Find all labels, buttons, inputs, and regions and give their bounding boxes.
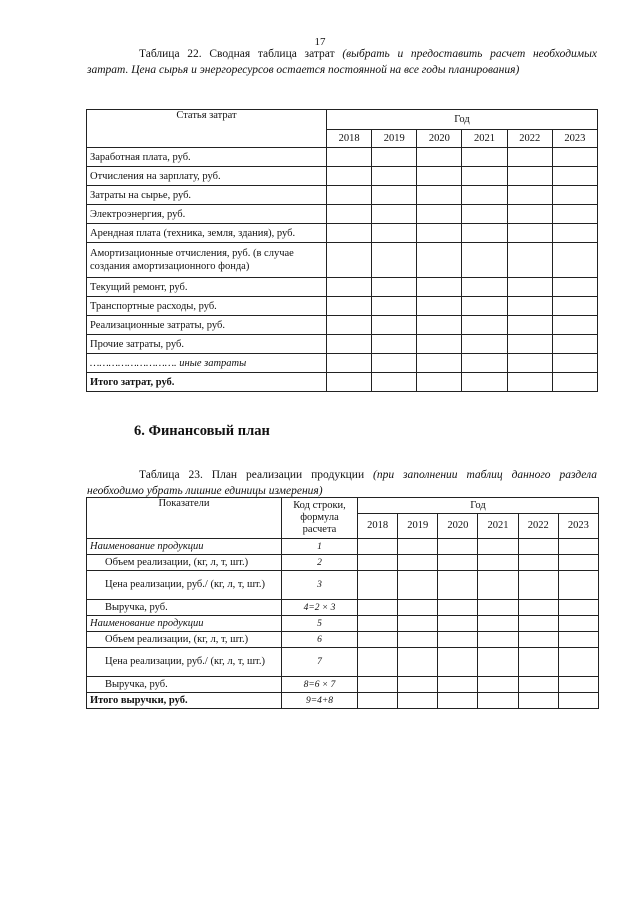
value-cell[interactable] bbox=[372, 148, 417, 167]
value-cell[interactable] bbox=[507, 297, 552, 316]
value-cell[interactable] bbox=[327, 167, 372, 186]
value-cell[interactable] bbox=[398, 632, 438, 648]
value-cell[interactable] bbox=[518, 648, 558, 677]
value-cell[interactable] bbox=[507, 224, 552, 243]
value-cell[interactable] bbox=[507, 316, 552, 335]
year-header: 2022 bbox=[518, 514, 558, 539]
table-row bbox=[87, 278, 598, 297]
table-row bbox=[87, 335, 598, 354]
value-cell[interactable] bbox=[552, 224, 597, 243]
table-row bbox=[87, 648, 599, 677]
value-cell[interactable] bbox=[358, 632, 398, 648]
value-cell[interactable] bbox=[398, 600, 438, 616]
other-costs-placeholder: ………………………. иные затраты bbox=[87, 354, 327, 373]
value-cell[interactable] bbox=[518, 632, 558, 648]
value-cell[interactable] bbox=[552, 186, 597, 205]
row-code: 4=2 × 3 bbox=[282, 600, 358, 616]
value-cell[interactable] bbox=[552, 297, 597, 316]
value-cell[interactable] bbox=[507, 148, 552, 167]
value-cell[interactable] bbox=[327, 205, 372, 224]
value-cell[interactable] bbox=[507, 167, 552, 186]
year-header: 2021 bbox=[478, 514, 518, 539]
table-23-caption-plain: Таблица 23. План реализации продукции bbox=[139, 469, 374, 481]
value-cell[interactable] bbox=[372, 186, 417, 205]
value-cell[interactable] bbox=[438, 648, 478, 677]
indicator-label: Объем реализации, (кг, л, т, шт.) bbox=[87, 555, 282, 571]
value-cell[interactable] bbox=[462, 373, 507, 392]
value-cell[interactable] bbox=[552, 278, 597, 297]
row-code: 8=6 × 7 bbox=[282, 677, 358, 693]
value-cell[interactable] bbox=[507, 243, 552, 278]
cost-item-label: Арендная плата (техника, земля, здания), руб. bbox=[87, 224, 327, 243]
value-cell[interactable] bbox=[327, 354, 372, 373]
table-23-caption bbox=[87, 467, 597, 499]
year-header: 2021 bbox=[462, 130, 507, 148]
value-cell[interactable] bbox=[372, 243, 417, 278]
table-row-total bbox=[87, 373, 598, 392]
total-costs-label: Итого затрат, руб. bbox=[87, 373, 327, 392]
value-cell[interactable] bbox=[438, 600, 478, 616]
row-code: 3 bbox=[282, 571, 358, 600]
value-cell[interactable] bbox=[478, 555, 518, 571]
value-cell[interactable] bbox=[462, 186, 507, 205]
value-cell[interactable] bbox=[358, 571, 398, 600]
value-cell[interactable] bbox=[417, 148, 462, 167]
value-cell[interactable] bbox=[438, 693, 478, 709]
indicator-label: Цена реализации, руб./ (кг, л, т, шт.) bbox=[87, 571, 282, 600]
value-cell[interactable] bbox=[417, 224, 462, 243]
value-cell[interactable] bbox=[518, 555, 558, 571]
value-cell[interactable] bbox=[372, 354, 417, 373]
value-cell[interactable] bbox=[358, 616, 398, 632]
col-header-indicator: Показатели bbox=[87, 498, 282, 539]
value-cell[interactable] bbox=[552, 167, 597, 186]
value-cell[interactable] bbox=[552, 205, 597, 224]
table-row bbox=[87, 677, 599, 693]
value-cell[interactable] bbox=[507, 278, 552, 297]
value-cell[interactable] bbox=[358, 693, 398, 709]
value-cell[interactable] bbox=[417, 205, 462, 224]
value-cell[interactable] bbox=[438, 632, 478, 648]
value-cell[interactable] bbox=[518, 539, 558, 555]
value-cell[interactable] bbox=[327, 278, 372, 297]
value-cell[interactable] bbox=[372, 205, 417, 224]
value-cell[interactable] bbox=[358, 600, 398, 616]
value-cell[interactable] bbox=[417, 278, 462, 297]
value-cell[interactable] bbox=[417, 316, 462, 335]
table-row bbox=[87, 571, 599, 600]
value-cell[interactable] bbox=[327, 335, 372, 354]
value-cell[interactable] bbox=[518, 571, 558, 600]
value-cell[interactable] bbox=[398, 555, 438, 571]
value-cell[interactable] bbox=[462, 278, 507, 297]
year-header: 2019 bbox=[398, 514, 438, 539]
year-header: 2019 bbox=[372, 130, 417, 148]
value-cell[interactable] bbox=[372, 373, 417, 392]
value-cell[interactable] bbox=[558, 571, 598, 600]
value-cell[interactable] bbox=[507, 373, 552, 392]
value-cell[interactable] bbox=[372, 167, 417, 186]
value-cell[interactable] bbox=[478, 693, 518, 709]
value-cell[interactable] bbox=[417, 186, 462, 205]
value-cell[interactable] bbox=[507, 335, 552, 354]
row-code: 6 bbox=[282, 632, 358, 648]
year-header: 2022 bbox=[507, 130, 552, 148]
cost-item-label: Транспортные расходы, руб. bbox=[87, 297, 327, 316]
year-header: 2023 bbox=[558, 514, 598, 539]
value-cell[interactable] bbox=[327, 224, 372, 243]
table-row bbox=[87, 354, 598, 373]
indicator-label: Объем реализации, (кг, л, т, шт.) bbox=[87, 632, 282, 648]
value-cell[interactable] bbox=[417, 297, 462, 316]
table-row bbox=[87, 555, 599, 571]
cost-item-label: Заработная плата, руб. bbox=[87, 148, 327, 167]
value-cell[interactable] bbox=[507, 205, 552, 224]
value-cell[interactable] bbox=[327, 148, 372, 167]
value-cell[interactable] bbox=[398, 539, 438, 555]
indicator-label: Выручка, руб. bbox=[87, 600, 282, 616]
row-code: 7 bbox=[282, 648, 358, 677]
value-cell[interactable] bbox=[558, 632, 598, 648]
value-cell[interactable] bbox=[507, 354, 552, 373]
value-cell[interactable] bbox=[478, 632, 518, 648]
total-revenue-label: Итого выручки, руб. bbox=[87, 693, 282, 709]
value-cell[interactable] bbox=[398, 677, 438, 693]
value-cell[interactable] bbox=[558, 600, 598, 616]
value-cell[interactable] bbox=[558, 555, 598, 571]
indicator-label: Цена реализации, руб./ (кг, л, т, шт.) bbox=[87, 648, 282, 677]
value-cell[interactable] bbox=[558, 677, 598, 693]
value-cell[interactable] bbox=[358, 648, 398, 677]
table-row bbox=[87, 632, 599, 648]
value-cell[interactable] bbox=[417, 354, 462, 373]
cost-item-label: Затраты на сырье, руб. bbox=[87, 186, 327, 205]
value-cell[interactable] bbox=[417, 243, 462, 278]
value-cell[interactable] bbox=[327, 373, 372, 392]
value-cell[interactable] bbox=[327, 297, 372, 316]
value-cell[interactable] bbox=[438, 539, 478, 555]
value-cell[interactable] bbox=[372, 278, 417, 297]
table-row bbox=[87, 186, 598, 205]
row-code: 2 bbox=[282, 555, 358, 571]
page-number: 17 bbox=[314, 36, 326, 48]
value-cell[interactable] bbox=[438, 555, 478, 571]
value-cell[interactable] bbox=[438, 616, 478, 632]
cost-item-label: Текущий ремонт, руб. bbox=[87, 278, 327, 297]
table-22-caption bbox=[87, 46, 597, 78]
section-heading: 6. Финансовый план bbox=[134, 423, 270, 439]
value-cell[interactable] bbox=[558, 693, 598, 709]
value-cell[interactable] bbox=[518, 693, 558, 709]
value-cell[interactable] bbox=[417, 373, 462, 392]
value-cell[interactable] bbox=[552, 335, 597, 354]
year-header: 2020 bbox=[417, 130, 462, 148]
value-cell[interactable] bbox=[372, 335, 417, 354]
value-cell[interactable] bbox=[462, 316, 507, 335]
table-row bbox=[87, 539, 599, 555]
value-cell[interactable] bbox=[462, 205, 507, 224]
value-cell[interactable] bbox=[462, 354, 507, 373]
value-cell[interactable] bbox=[372, 224, 417, 243]
value-cell[interactable] bbox=[552, 354, 597, 373]
table-row bbox=[87, 243, 598, 278]
table-23-caption-italic: (при заполнении таблиц данного раздела необходимо убрать лишние единицы измерения) bbox=[87, 469, 597, 497]
value-cell[interactable] bbox=[358, 677, 398, 693]
row-code: 5 bbox=[282, 616, 358, 632]
year-header: 2023 bbox=[552, 130, 597, 148]
value-cell[interactable] bbox=[552, 243, 597, 278]
value-cell[interactable] bbox=[398, 616, 438, 632]
table-row bbox=[87, 224, 598, 243]
cost-summary-table bbox=[86, 109, 598, 392]
table-22-caption-italic: (выбрать и предоставить расчет необходимых затрат. Цена сырья и энергоресурсов остается постоянной на все годы планирования) bbox=[87, 48, 597, 76]
value-cell[interactable] bbox=[558, 616, 598, 632]
value-cell[interactable] bbox=[478, 600, 518, 616]
value-cell[interactable] bbox=[327, 186, 372, 205]
product-name-label: Наименование продукции bbox=[87, 539, 282, 555]
cost-item-label: Электроэнергия, руб. bbox=[87, 205, 327, 224]
product-name-label: Наименование продукции bbox=[87, 616, 282, 632]
table-row bbox=[87, 297, 598, 316]
row-code: 1 bbox=[282, 539, 358, 555]
table-row bbox=[87, 616, 599, 632]
value-cell[interactable] bbox=[462, 243, 507, 278]
cost-item-label: Амортизационные отчисления, руб. (в случае создания амортизационного фонда) bbox=[87, 243, 327, 278]
value-cell[interactable] bbox=[398, 648, 438, 677]
indicator-label: Выручка, руб. bbox=[87, 677, 282, 693]
value-cell[interactable] bbox=[372, 316, 417, 335]
table-row-total bbox=[87, 693, 599, 709]
row-code: 9=4+8 bbox=[282, 693, 358, 709]
value-cell[interactable] bbox=[558, 648, 598, 677]
value-cell[interactable] bbox=[438, 677, 478, 693]
year-header: 2018 bbox=[327, 130, 372, 148]
table-row bbox=[87, 205, 598, 224]
table-row bbox=[87, 316, 598, 335]
cost-item-label: Отчисления на зарплату, руб. bbox=[87, 167, 327, 186]
value-cell[interactable] bbox=[417, 167, 462, 186]
cost-item-label: Прочие затраты, руб. bbox=[87, 335, 327, 354]
value-cell[interactable] bbox=[518, 600, 558, 616]
value-cell[interactable] bbox=[558, 539, 598, 555]
value-cell[interactable] bbox=[478, 571, 518, 600]
value-cell[interactable] bbox=[327, 243, 372, 278]
value-cell[interactable] bbox=[327, 316, 372, 335]
value-cell[interactable] bbox=[552, 148, 597, 167]
value-cell[interactable] bbox=[398, 693, 438, 709]
value-cell[interactable] bbox=[462, 167, 507, 186]
table-row bbox=[87, 167, 598, 186]
value-cell[interactable] bbox=[462, 297, 507, 316]
value-cell[interactable] bbox=[358, 555, 398, 571]
cost-item-label: Реализационные затраты, руб. bbox=[87, 316, 327, 335]
col-header-year: Год bbox=[358, 498, 599, 514]
year-header: 2020 bbox=[438, 514, 478, 539]
value-cell[interactable] bbox=[478, 648, 518, 677]
value-cell[interactable] bbox=[372, 297, 417, 316]
value-cell[interactable] bbox=[518, 616, 558, 632]
table-22-caption-plain: Таблица 22. Сводная таблица затрат bbox=[139, 48, 343, 60]
col-header-year: Год bbox=[327, 110, 598, 130]
value-cell[interactable] bbox=[478, 539, 518, 555]
value-cell[interactable] bbox=[417, 335, 462, 354]
value-cell[interactable] bbox=[462, 224, 507, 243]
value-cell[interactable] bbox=[358, 539, 398, 555]
value-cell[interactable] bbox=[438, 571, 478, 600]
value-cell[interactable] bbox=[552, 373, 597, 392]
value-cell[interactable] bbox=[478, 677, 518, 693]
year-header: 2018 bbox=[358, 514, 398, 539]
value-cell[interactable] bbox=[552, 316, 597, 335]
value-cell[interactable] bbox=[507, 186, 552, 205]
value-cell[interactable] bbox=[478, 616, 518, 632]
col-header-code: Код строки, формула расчета bbox=[282, 498, 358, 539]
value-cell[interactable] bbox=[462, 148, 507, 167]
table-row bbox=[87, 600, 599, 616]
value-cell[interactable] bbox=[518, 677, 558, 693]
value-cell[interactable] bbox=[398, 571, 438, 600]
col-header-cost-item: Статья затрат bbox=[87, 110, 327, 148]
table-row bbox=[87, 148, 598, 167]
value-cell[interactable] bbox=[462, 335, 507, 354]
sales-plan-table bbox=[86, 497, 599, 709]
